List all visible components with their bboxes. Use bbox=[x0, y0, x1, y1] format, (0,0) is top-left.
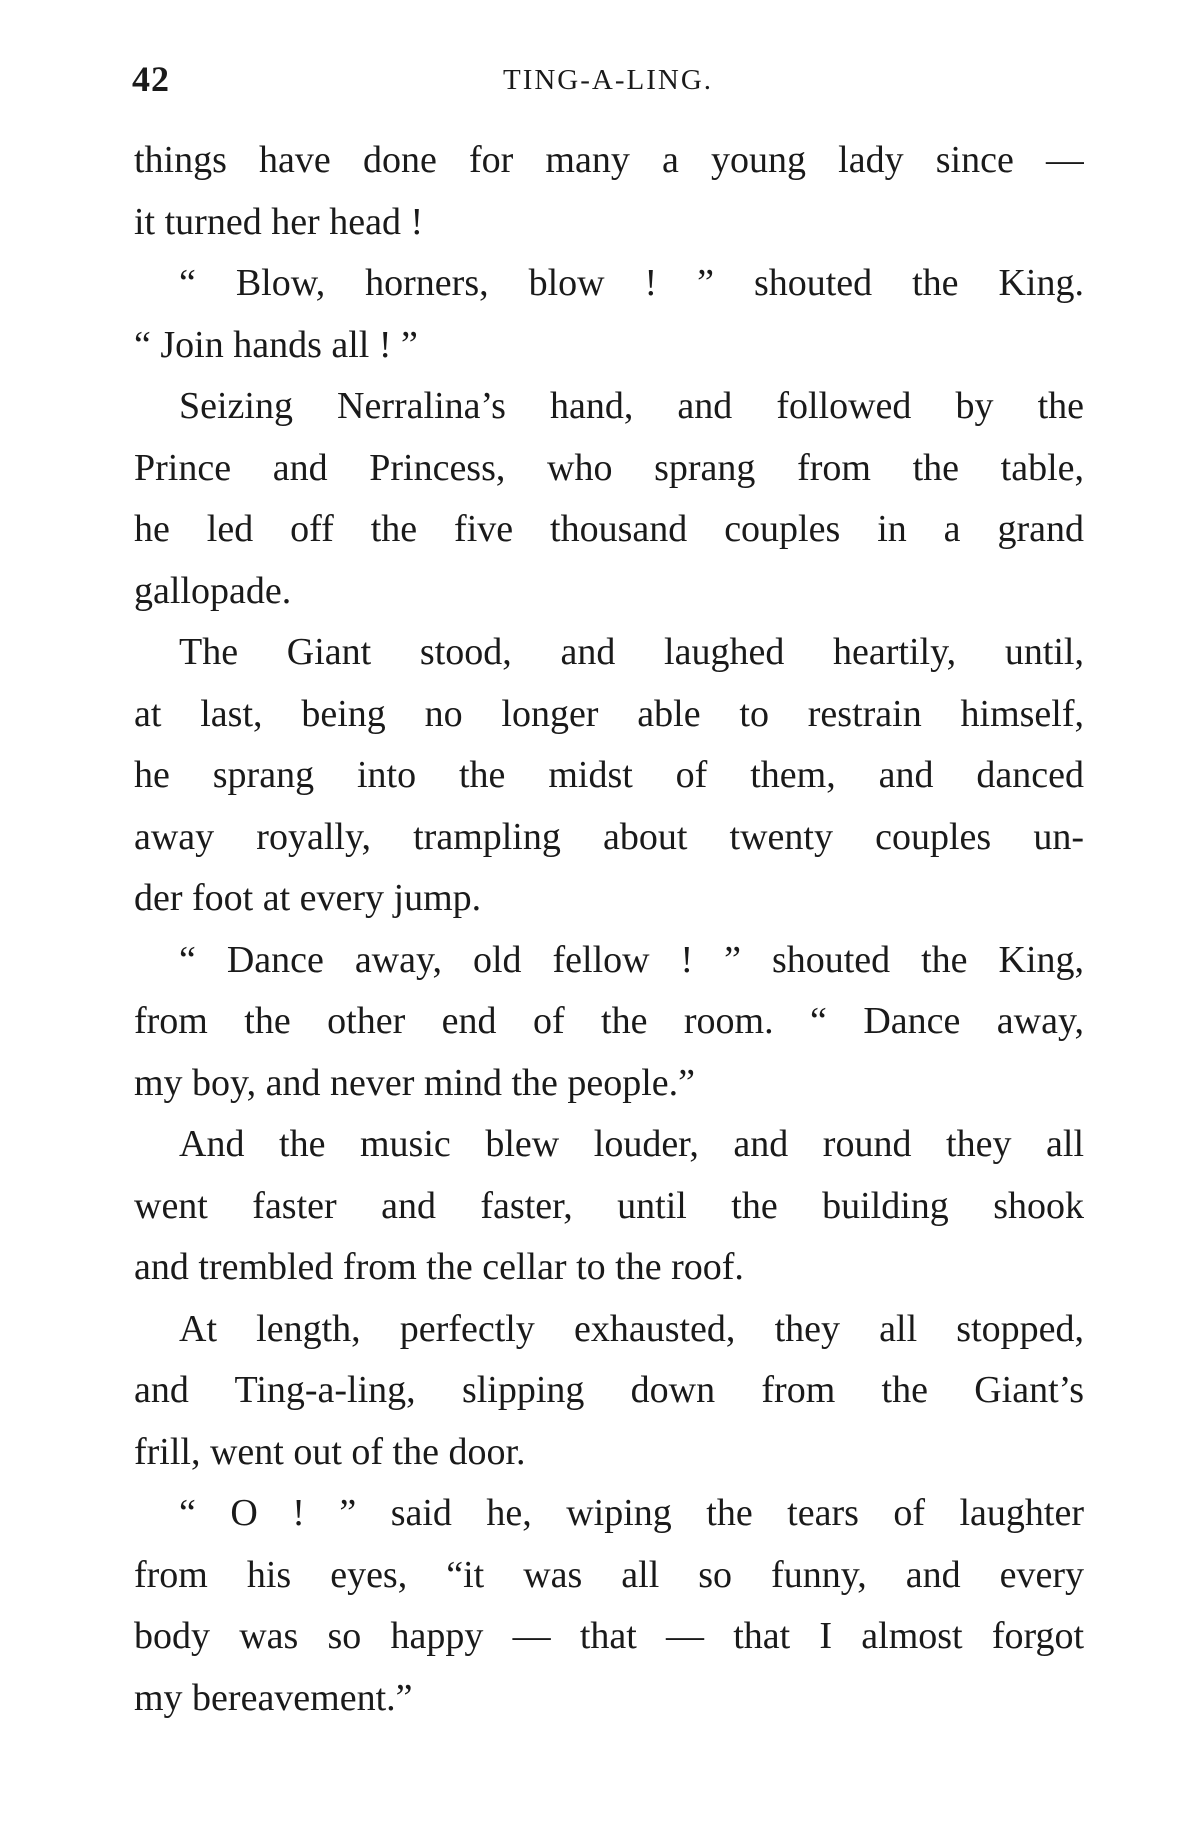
text-line: frill, went out of the door. bbox=[134, 1430, 526, 1473]
text-line: my bereavement.” bbox=[134, 1676, 413, 1719]
running-title: TING-A-LING. bbox=[502, 64, 714, 96]
text-line: Seizing Nerralina’s hand, and followed by the bbox=[179, 385, 1084, 427]
text-line: went faster and faster, until the building shook bbox=[134, 1184, 1084, 1227]
text-line: away royally, trampling about twenty couples un- bbox=[134, 815, 1084, 858]
text-line: “ Join hands all ! ” bbox=[134, 323, 418, 366]
text-line: At length, perfectly exhausted, they all stopped, bbox=[179, 1307, 1084, 1350]
text-line: from the other end of the room. “ Dance away, bbox=[134, 1000, 1084, 1042]
text-line: “ Dance away, old fellow ! ” shouted the King, bbox=[179, 938, 1084, 981]
page-number: 42 bbox=[132, 59, 170, 99]
text-line: And the music blew louder, and round they all bbox=[179, 1123, 1084, 1165]
text-line: from his eyes, “it was all so funny, and every bbox=[134, 1553, 1084, 1596]
text-line: Prince and Princess, who sprang from the table, bbox=[134, 446, 1084, 489]
text-line: and Ting-a-ling, slipping down from the Giant’s bbox=[134, 1369, 1084, 1411]
text-line: he sprang into the midst of them, and danced bbox=[134, 754, 1084, 796]
text-line: “ Blow, horners, blow ! ” shouted the King. bbox=[179, 262, 1084, 304]
page-header bbox=[132, 58, 1084, 108]
text-line: The Giant stood, and laughed heartily, until, bbox=[179, 631, 1084, 673]
body-text bbox=[134, 130, 1084, 1729]
text-line: gallopade. bbox=[134, 569, 292, 612]
text-line: my boy, and never mind the people.” bbox=[134, 1061, 696, 1104]
text-line: der foot at every jump. bbox=[134, 877, 482, 919]
text-line: at last, being no longer able to restrain himself, bbox=[134, 692, 1084, 735]
text-line: body was so happy — that — that I almost forgot bbox=[134, 1615, 1084, 1657]
text-line: things have done for many a young lady since — bbox=[134, 139, 1084, 181]
text-line: and trembled from the cellar to the roof. bbox=[134, 1246, 744, 1288]
text-line: it turned her head ! bbox=[134, 200, 424, 243]
text-line: “ O ! ” said he, wiping the tears of laughter bbox=[179, 1492, 1084, 1534]
text-line: he led off the five thousand couples in a grand bbox=[134, 508, 1084, 550]
